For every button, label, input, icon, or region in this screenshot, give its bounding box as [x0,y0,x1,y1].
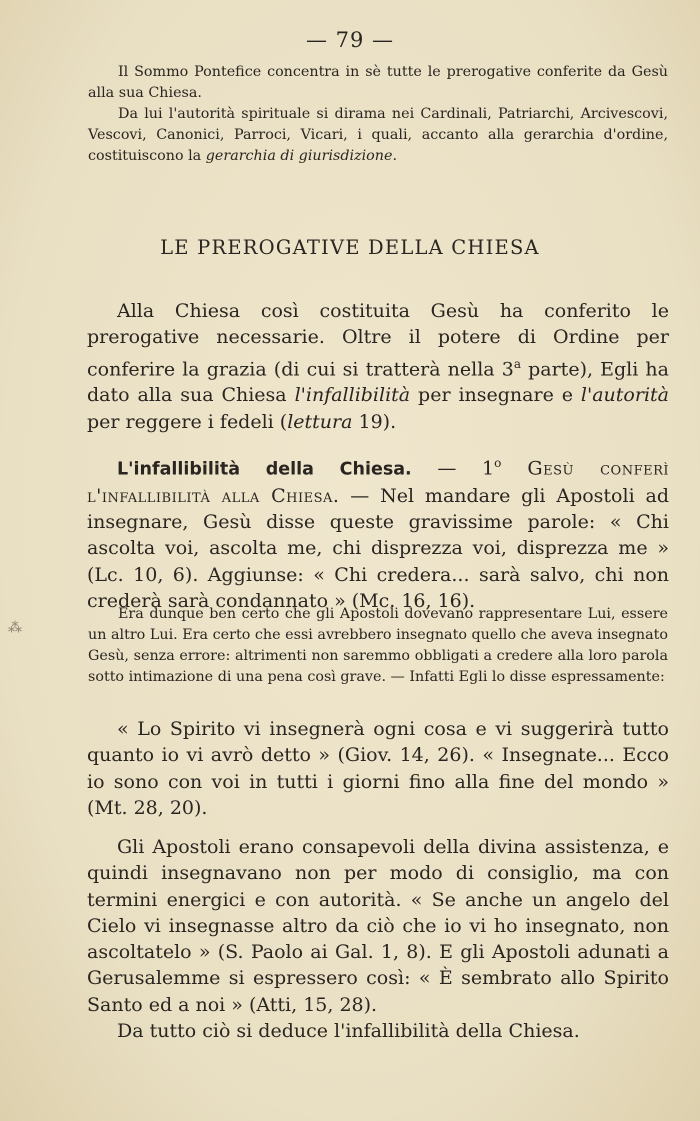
prerogatives-text [87,298,669,435]
intro-p2-text: Da lui l'autorità spirituale si dirama nei Cardinali, Patriarchi, Arcivescovi, Vescovi, Canonici, Parroci, Vicari, i quali, accanto alla gerarchia d'ordine, costituiscono la [88,106,668,164]
prerog-lettura: lettura [287,410,353,433]
prerog-authority: l'autorità [580,384,669,407]
margin-mark: ⁂ [8,620,22,636]
intro-p2-end: . [392,148,398,164]
intro-paragraph-1: Il Sommo Pontefice concentra in sè tutte le prerogative conferite da Gesù alla sua Chiesa. [88,64,668,101]
note-paragraph: Era dunque ben certo che gli Apostoli dovevano rappresentare Lui, essere un altro Lui. Era certo che essi avrebbero insegnato quello che aveva insegnato Gesù, senza errore: altrimenti non saremmo obbligati a credere alla loro parola sotto intimazione di una pena così grave. — Infatti Egli lo disse espressamente: [88,606,668,685]
infallibility-subtitle: Gesù conferì l'infallibilità alla Chiesa. [87,457,670,507]
prerog-t4: per reggere i fedeli ( [87,410,288,433]
section-heading: LE PREROGATIVE DELLA CHIESA [160,236,540,259]
intro-paragraph-2 [88,104,668,167]
prerog-t1: Alla Chiesa così costituita Gesù ha conferito le prerogative necessarie. Oltre il potere di Ordine per conferire la grazia (di cui si tratterà nella 3 [87,300,669,380]
infallibility-body: — Nel mandare gli Apostoli ad insegnare, Gesù disse queste gravissime parole: « Chi ascolta voi, ascolta me, chi disprezza voi, disprezza me » (Lc. 10, 6). Aggiunse: « Chi credera... sarà salvo, chi non crederà sarà condannato » (Mc. 16, 16). [87,484,669,612]
note-section [88,604,668,688]
infallibility-dash: — 1 [411,457,495,480]
infallibility-text [87,450,669,614]
intro-p2-italic: gerarchia di giurisdizione [205,148,393,164]
conclusion-paragraph: Da tutto ciò si deduce l'infallibilità della Chiesa. [117,1020,580,1043]
prerog-infallibility: l'infallibilità [294,384,411,407]
prerog-t2: parte), Egli ha dato alla sua Chiesa [87,357,669,407]
infallibility-title: L'infallibilità della Chiesa. [117,459,412,480]
apostles-section [87,834,669,1044]
prerogatives-paragraph [87,298,669,435]
quote-section [87,716,669,821]
quote-paragraph: « Lo Spirito vi insegnerà ogni cosa e vi suggerirà tutto quanto io vi avrò detto » (Giov. 14, 26). « Insegnate... Ecco io sono con voi in tutti i giorni fino alla fine del mondo » (Mt. 28, 20). [87,718,669,819]
infallibility-sup: o [494,456,502,470]
page-number: — 79 — [305,28,395,52]
infallibility-paragraph [87,450,669,614]
prerog-t5: 19). [352,410,397,433]
apostles-paragraph: Gli Apostoli erano consapevoli della divina assistenza, e quindi insegnavano non per modo di consiglio, ma con termini energici e con autorità. « Se anche un angelo del Cielo vi insegnasse altro da ciò che io vi ho insegnato, non ascoltatelo » (S. Paolo ai Gal. 1, 8). E gli Apostoli adunati a Gerusalemme si espressero così: « È sembrato allo Spirito Santo ed a noi » (Atti, 15, 28). [87,836,669,1016]
prerog-t3: per insegnare e [410,384,581,407]
prerog-sup: a [513,356,521,371]
intro-section [88,62,668,167]
